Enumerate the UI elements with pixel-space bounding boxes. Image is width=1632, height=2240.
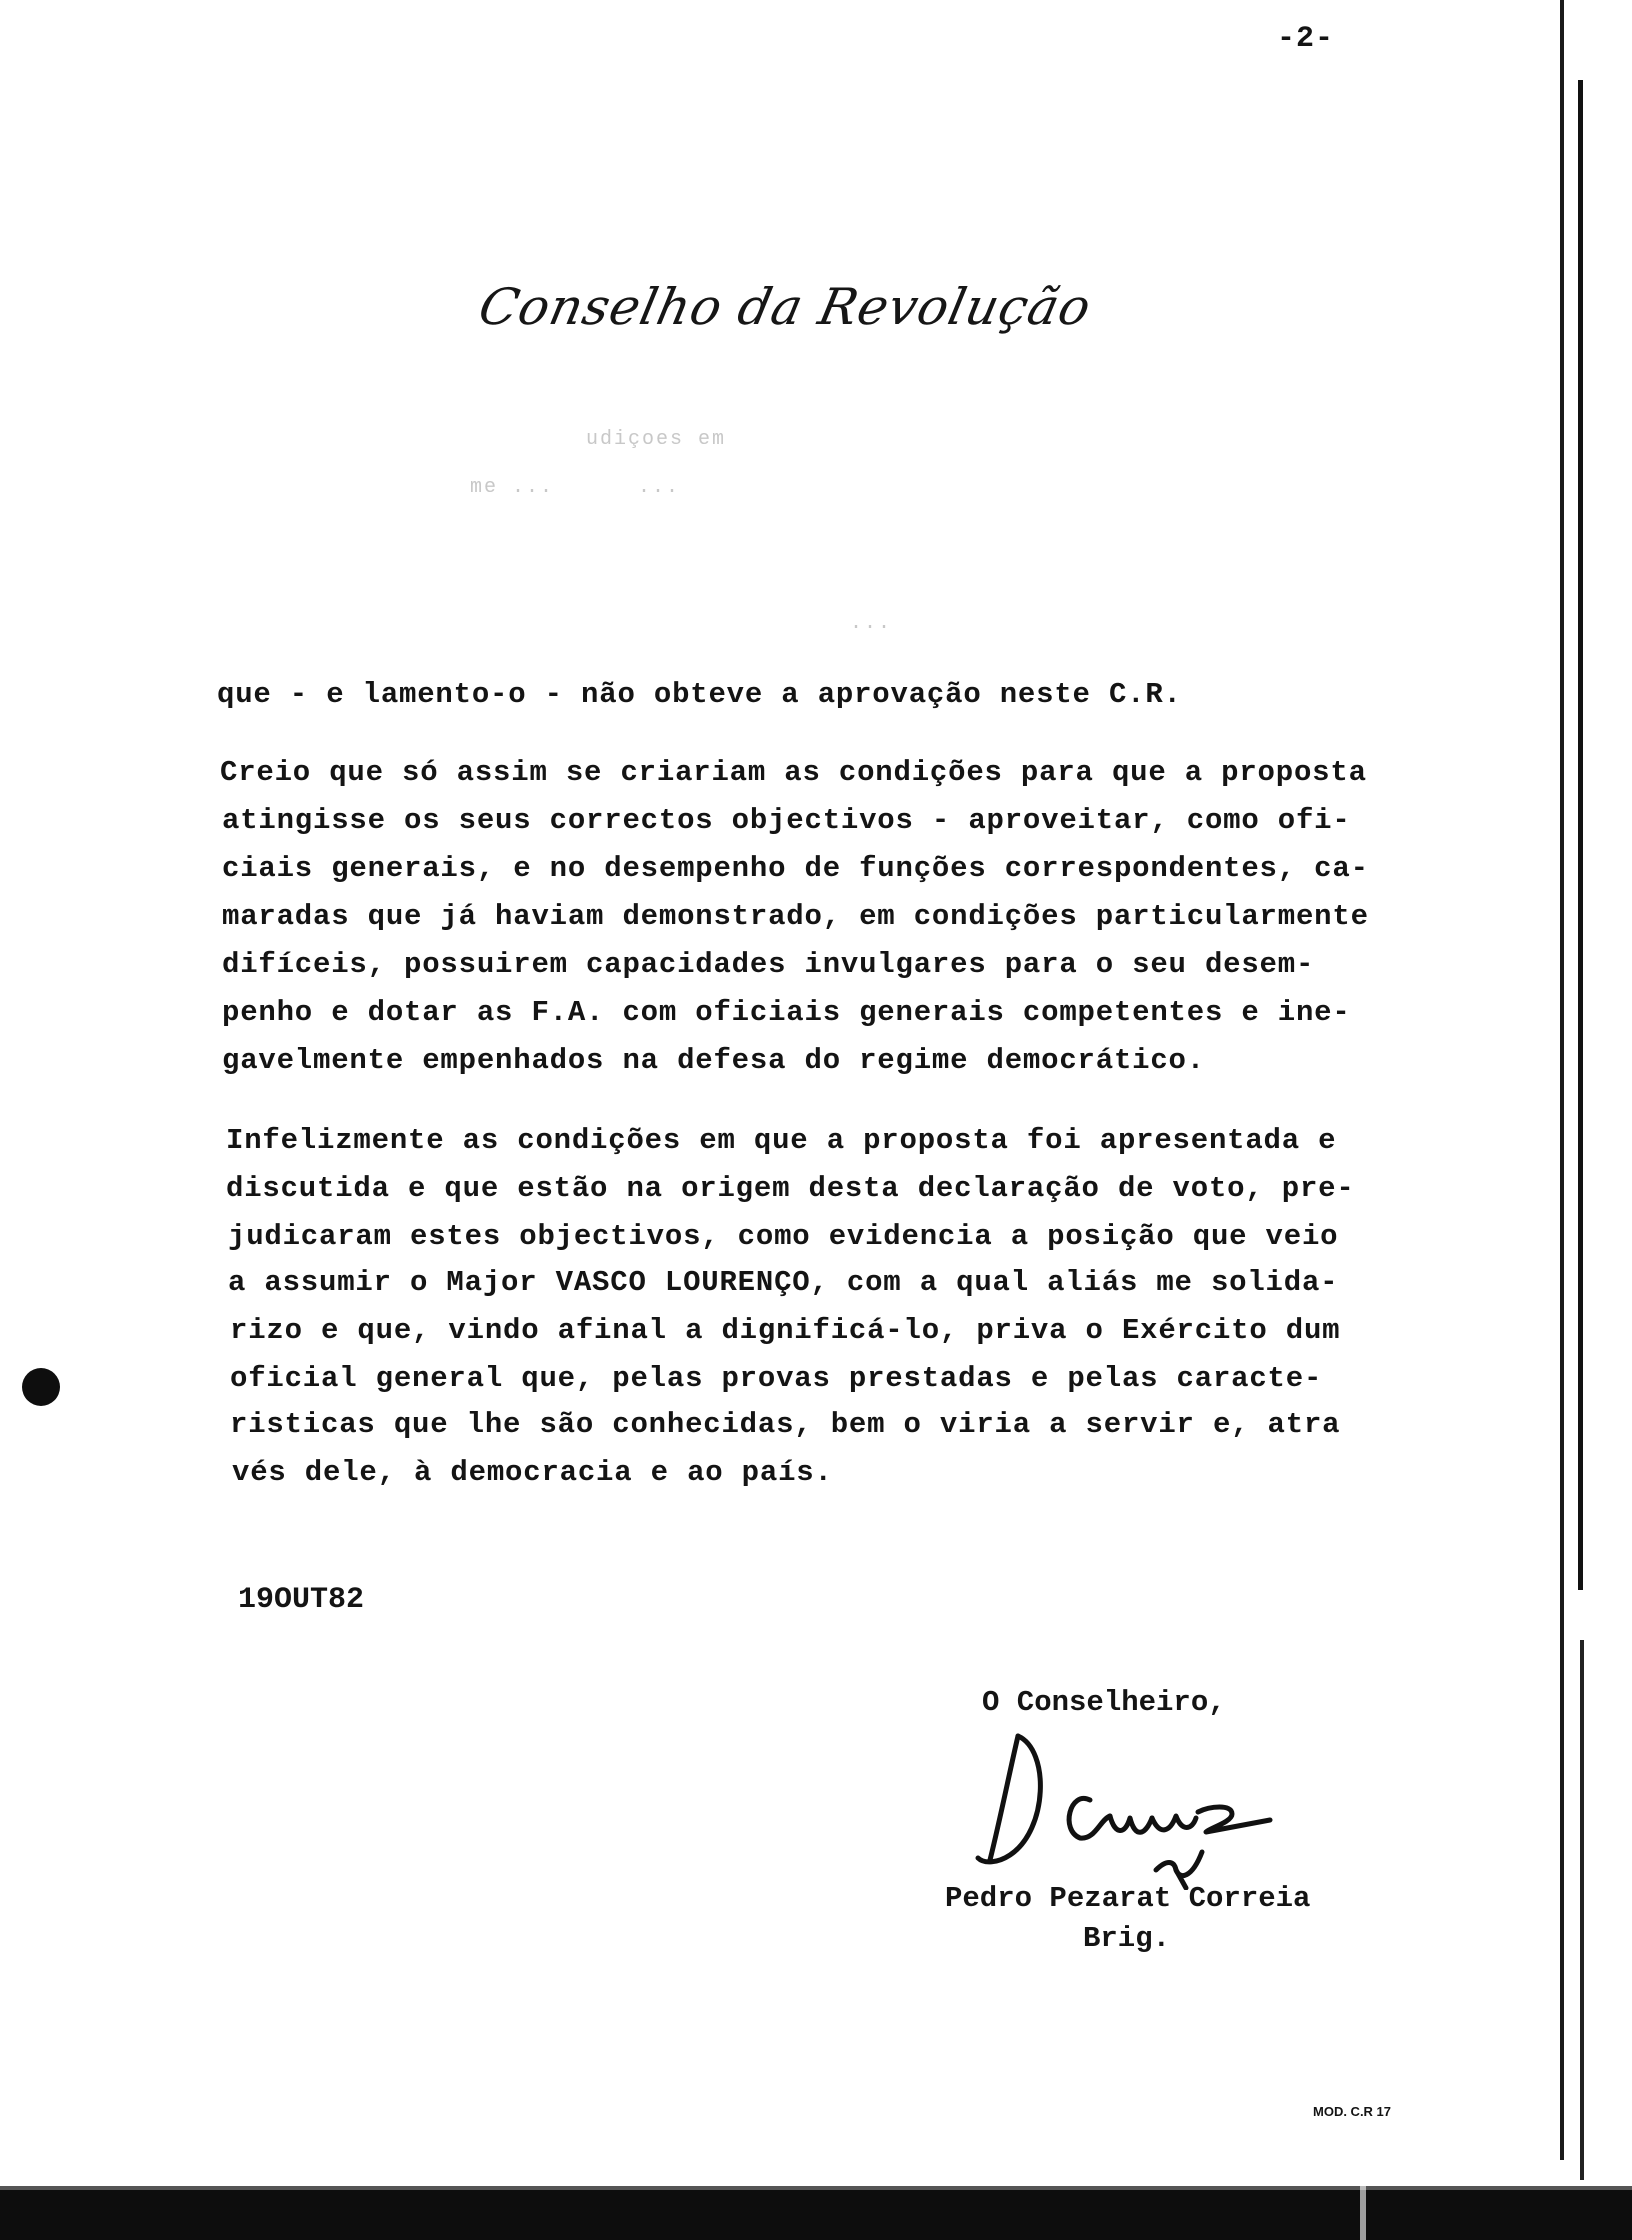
paragraph-2-line: maradas que já haviam demonstrado, em condições particularmente <box>222 900 1369 933</box>
ghost-text-mark: me ... ... <box>470 476 695 499</box>
closing-salutation: O Conselheiro, <box>982 1686 1226 1719</box>
signer-rank: Brig. <box>1083 1922 1171 1955</box>
paragraph-2-line: penho e dotar as F.A. com oficiais generais competentes e ine- <box>222 996 1351 1029</box>
paragraph-3-line: rizo e que, vindo afinal a dignificá-lo, priva o Exército dum <box>230 1314 1341 1347</box>
paragraph-3-line: risticas que lhe são conhecidas, bem o viria a servir e, atra <box>230 1408 1341 1441</box>
paragraph-3-line: a assumir o Major VASCO LOURENÇO, com a qual aliás me solida- <box>228 1266 1339 1299</box>
paragraph-2-line: atingisse os seus correctos objectivos - aproveitar, como ofi- <box>222 804 1351 837</box>
paragraph-1-line: que - e lamento-o - não obteve a aprovação neste C.R. <box>217 678 1182 711</box>
punch-hole-mark <box>22 1368 60 1406</box>
form-code: MOD. C.R 17 <box>1313 2104 1392 2119</box>
paragraph-3-line: discutida e que estão na origem desta declaração de voto, pre- <box>226 1172 1355 1205</box>
paragraph-2-line: difíceis, possuirem capacidades invulgares para o seu desem- <box>222 948 1315 981</box>
document-date: 19OUT82 <box>238 1583 365 1617</box>
paragraph-2-line: gavelmente empenhados na defesa do regime democrático. <box>222 1044 1205 1077</box>
paragraph-2-line: Creio que só assim se criariam as condições para que a proposta <box>220 756 1367 789</box>
paragraph-3-line: judicaram estes objectivos, como evidencia a posição que veio <box>228 1220 1339 1253</box>
handwritten-signature <box>970 1720 1350 1890</box>
paragraph-3-line: Infelizmente as condições em que a proposta foi apresentada e <box>226 1124 1337 1157</box>
paragraph-3-line: oficial general que, pelas provas prestadas e pelas caracte- <box>230 1362 1323 1395</box>
ghost-text-mark: udiçoes em <box>586 428 727 451</box>
letterhead-title: Conselho da Revolução <box>473 278 1097 336</box>
paragraph-2-line: ciais generais, e no desempenho de funções correspondentes, ca- <box>222 852 1369 885</box>
signer-name: Pedro Pezarat Correia <box>945 1882 1311 1915</box>
page-number: -2- <box>1277 22 1335 56</box>
paragraph-3-line: vés dele, à democracia e ao país. <box>232 1456 833 1489</box>
ghost-text-mark: ... <box>850 612 893 635</box>
